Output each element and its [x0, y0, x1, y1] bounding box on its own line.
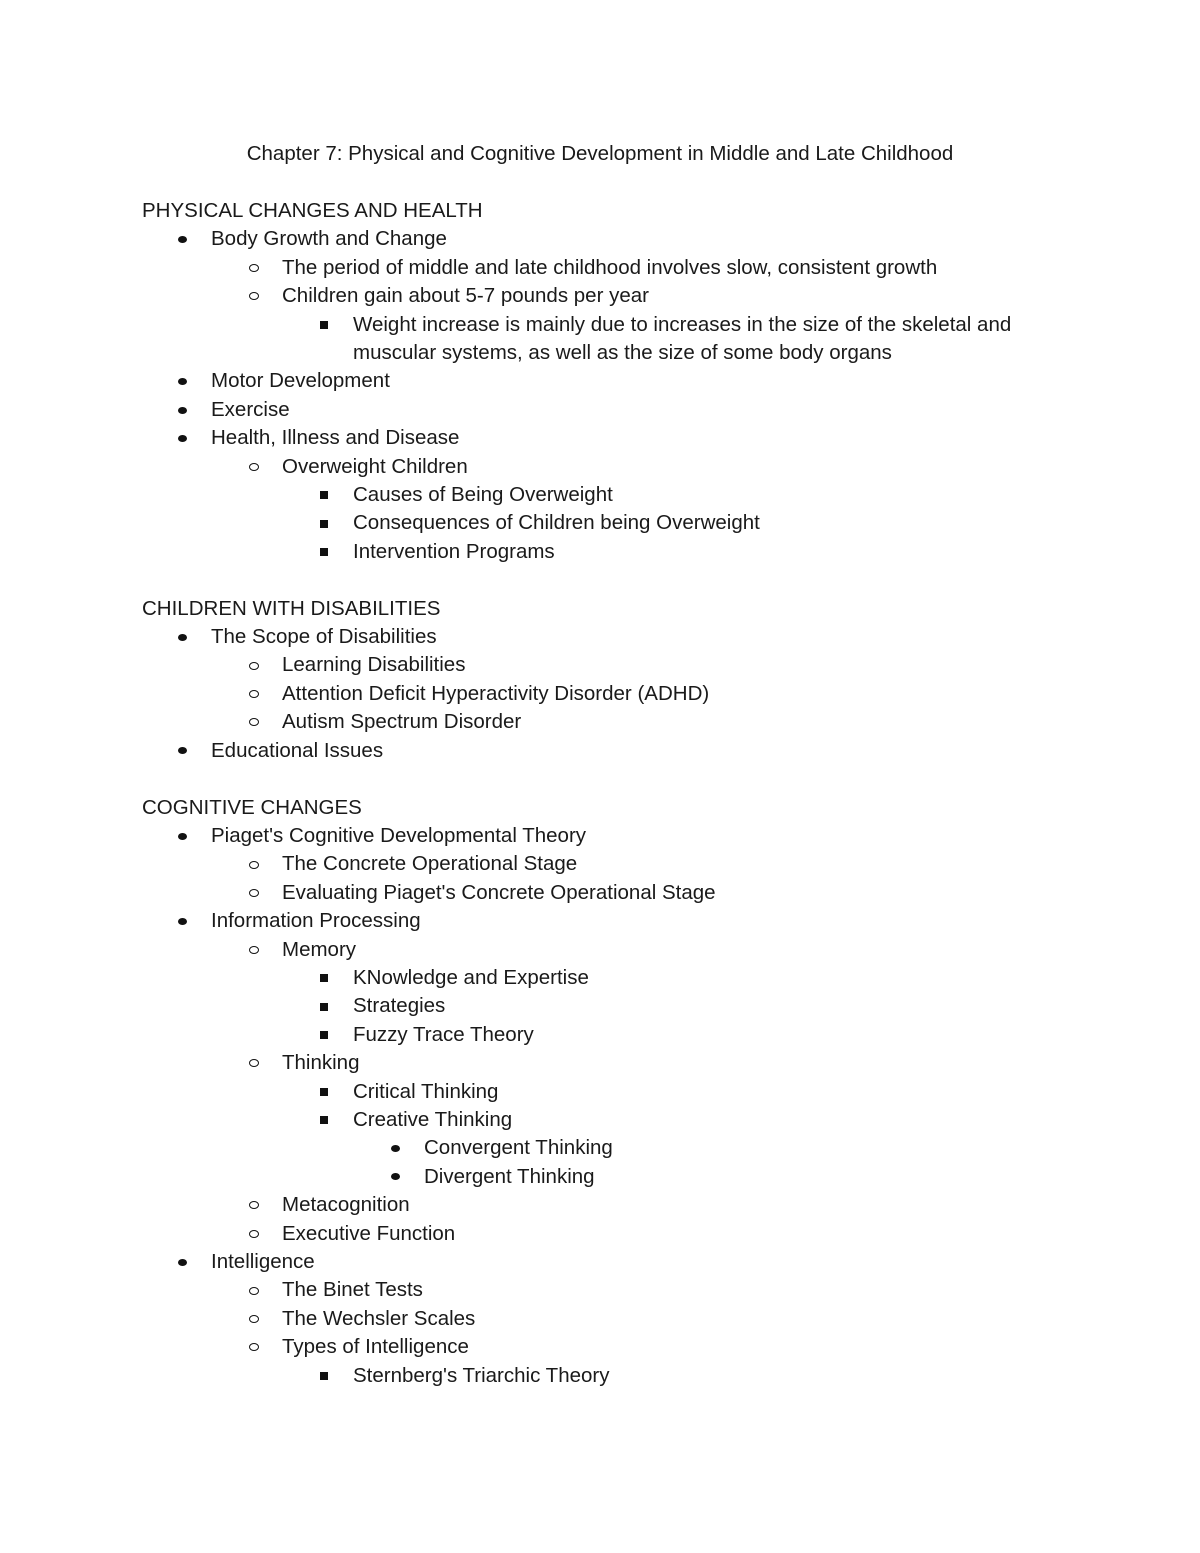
list-item-row	[142, 1021, 1062, 1049]
list-item-row	[142, 651, 1062, 679]
list-item	[142, 1248, 1062, 1390]
list-item	[142, 850, 1062, 878]
list-item-text: Learning Disabilities	[282, 653, 466, 677]
list-item	[142, 1106, 1062, 1191]
outline-list-level-1	[142, 225, 1062, 566]
bullet-square-icon	[320, 1003, 328, 1011]
list-item-text: Body Growth and Change	[211, 227, 447, 251]
list-item-text: The Wechsler Scales	[282, 1306, 476, 1330]
bullet-square-icon	[320, 548, 328, 556]
list-item	[142, 879, 1062, 907]
list-item-row	[142, 1163, 1062, 1191]
bullet-circle-icon	[249, 861, 259, 869]
list-item	[142, 1362, 1062, 1390]
list-item-text: Sternberg's Triarchic Theory	[353, 1363, 610, 1387]
list-item-text: Divergent Thinking	[424, 1164, 595, 1188]
bullet-circle-icon	[249, 690, 259, 698]
list-item	[142, 1191, 1062, 1219]
list-item	[142, 1220, 1062, 1248]
list-item-row	[142, 481, 1062, 509]
list-item-row	[142, 907, 1062, 935]
list-item-text: The period of middle and late childhood involves slow, consistent growth	[282, 255, 938, 279]
list-item-text: The Concrete Operational Stage	[282, 852, 578, 876]
list-item-row	[142, 1305, 1062, 1333]
list-item-row	[142, 254, 1062, 282]
list-item-text: Thinking	[282, 1051, 360, 1075]
page-title: Chapter 7: Physical and Cognitive Development in Middle and Late Childhood	[246, 142, 954, 165]
list-item-text: Consequences of Children being Overweight	[353, 511, 760, 535]
list-item-text: Educational Issues	[211, 738, 384, 762]
outline-list-level-4	[142, 1134, 1062, 1191]
list-item	[142, 538, 1062, 566]
outline-list-level-1	[142, 623, 1062, 765]
list-item-row	[142, 964, 1062, 992]
bullet-circle-icon	[249, 946, 259, 954]
bullet-dot-icon	[178, 1259, 187, 1266]
outline-list-level-2	[142, 651, 1062, 736]
list-item-text: Weight increase is mainly due to increases in the size of the skeletal and muscular systems, as well as the size of some body organs	[353, 312, 1012, 365]
outline-list-level-2	[142, 1276, 1062, 1390]
outline-list-level-2	[142, 254, 1062, 368]
outline-list-level-2	[142, 453, 1062, 567]
outline-list-level-3	[142, 964, 1062, 1049]
list-item	[142, 822, 1062, 907]
outline-section	[142, 595, 1062, 765]
bullet-dot-icon	[178, 747, 187, 754]
list-item-text: Information Processing	[211, 909, 421, 933]
list-item	[142, 680, 1062, 708]
list-item	[142, 225, 1062, 367]
list-item	[142, 509, 1062, 537]
list-item-row	[142, 850, 1062, 878]
outline-list-level-3	[142, 1078, 1062, 1192]
list-item	[142, 453, 1062, 567]
bullet-circle-icon	[249, 1059, 259, 1067]
list-item	[142, 1305, 1062, 1333]
list-item-text: Fuzzy Trace Theory	[353, 1022, 534, 1046]
list-item-text: Causes of Being Overweight	[353, 483, 613, 507]
bullet-dot-icon	[178, 833, 187, 840]
list-item	[142, 1021, 1062, 1049]
bullet-square-icon	[320, 1031, 328, 1039]
list-item	[142, 737, 1062, 765]
list-item	[142, 708, 1062, 736]
list-item-row	[142, 538, 1062, 566]
bullet-square-icon	[320, 1088, 328, 1096]
bullet-square-icon	[320, 974, 328, 982]
list-item	[142, 623, 1062, 737]
list-item-row	[142, 453, 1062, 481]
outline-content	[142, 197, 1062, 1390]
list-item-text: The Scope of Disabilities	[211, 625, 437, 649]
list-item	[142, 311, 1062, 368]
bullet-dot-icon	[391, 1173, 400, 1180]
list-item	[142, 367, 1062, 395]
list-item-row	[142, 1333, 1062, 1361]
list-item	[142, 1078, 1062, 1106]
bullet-dot-icon	[178, 407, 187, 414]
bullet-square-icon	[320, 520, 328, 528]
list-item-text: Types of Intelligence	[282, 1335, 469, 1359]
bullet-circle-icon	[249, 718, 259, 726]
list-item-text: Memory	[282, 937, 357, 961]
list-item-row	[142, 680, 1062, 708]
list-item-text: KNowledge and Expertise	[353, 965, 589, 989]
list-item-text: Health, Illness and Disease	[211, 426, 460, 450]
list-item	[142, 396, 1062, 424]
list-item-row	[142, 424, 1062, 452]
list-item	[142, 907, 1062, 1248]
list-item-text: Attention Deficit Hyperactivity Disorder (ADHD)	[282, 681, 710, 705]
list-item	[142, 282, 1062, 367]
list-item-text: Exercise	[211, 397, 290, 421]
bullet-square-icon	[320, 1116, 328, 1124]
list-item-row	[142, 737, 1062, 765]
list-item-row	[142, 1248, 1062, 1276]
list-item-text: Strategies	[353, 994, 446, 1018]
list-item	[142, 964, 1062, 992]
bullet-circle-icon	[249, 889, 259, 897]
list-item-row	[142, 1134, 1062, 1162]
outline-list-level-3	[142, 1362, 1062, 1390]
list-item-row	[142, 936, 1062, 964]
list-item-row	[142, 311, 1062, 368]
bullet-dot-icon	[178, 634, 187, 641]
list-item	[142, 424, 1062, 566]
list-item	[142, 1163, 1062, 1191]
list-item-text: The Binet Tests	[282, 1278, 423, 1302]
list-item-row	[142, 1049, 1062, 1077]
list-item-row	[142, 282, 1062, 310]
list-item-text: Autism Spectrum Disorder	[282, 710, 522, 734]
list-item-text: Overweight Children	[282, 454, 468, 478]
list-item-text: Intervention Programs	[353, 539, 555, 563]
list-item-text: Creative Thinking	[353, 1107, 513, 1131]
bullet-circle-icon	[249, 1287, 259, 1295]
outline-list-level-2	[142, 850, 1062, 907]
outline-list-level-3	[142, 311, 1062, 368]
list-item-row	[142, 1106, 1062, 1134]
list-item-text: Executive Function	[282, 1221, 456, 1245]
bullet-circle-icon	[249, 1230, 259, 1238]
bullet-circle-icon	[249, 463, 259, 471]
list-item-row	[142, 1276, 1062, 1304]
bullet-circle-icon	[249, 1315, 259, 1323]
list-item-text: Critical Thinking	[353, 1079, 499, 1103]
list-item-row	[142, 1362, 1062, 1390]
list-item-row	[142, 708, 1062, 736]
bullet-dot-icon	[391, 1145, 400, 1152]
list-item-text: Piaget's Cognitive Developmental Theory	[211, 823, 587, 847]
bullet-circle-icon	[249, 1343, 259, 1351]
bullet-circle-icon	[249, 1201, 259, 1209]
list-item-row	[142, 367, 1062, 395]
list-item	[142, 1333, 1062, 1390]
list-item-text: Convergent Thinking	[424, 1136, 613, 1160]
list-item-row	[142, 396, 1062, 424]
bullet-square-icon	[320, 321, 328, 329]
bullet-dot-icon	[178, 918, 187, 925]
outline-list-level-2	[142, 936, 1062, 1248]
outline-section	[142, 794, 1062, 1391]
list-item	[142, 1134, 1062, 1162]
list-item-row	[142, 1078, 1062, 1106]
list-item-text: Children gain about 5-7 pounds per year	[282, 284, 649, 308]
list-item	[142, 481, 1062, 509]
outline-section	[142, 197, 1062, 566]
list-item-text: Evaluating Piaget's Concrete Operational Stage	[282, 880, 716, 904]
bullet-circle-icon	[249, 662, 259, 670]
list-item	[142, 936, 1062, 1050]
bullet-dot-icon	[178, 378, 187, 385]
list-item-text: Motor Development	[211, 369, 390, 393]
list-item-row	[142, 1191, 1062, 1219]
list-item-row	[142, 225, 1062, 253]
list-item-row	[142, 509, 1062, 537]
bullet-dot-icon	[178, 236, 187, 243]
list-item	[142, 992, 1062, 1020]
list-item-row	[142, 992, 1062, 1020]
list-item-row	[142, 822, 1062, 850]
list-item-text: Intelligence	[211, 1250, 315, 1273]
list-item-row	[142, 1220, 1062, 1248]
bullet-circle-icon	[249, 292, 259, 300]
list-item	[142, 651, 1062, 679]
section-heading: PHYSICAL CHANGES AND HEALTH	[142, 199, 483, 222]
list-item	[142, 1049, 1062, 1191]
list-item	[142, 1276, 1062, 1304]
section-heading: COGNITIVE CHANGES	[142, 795, 362, 819]
bullet-circle-icon	[249, 264, 259, 272]
list-item-text: Metacognition	[282, 1193, 410, 1217]
bullet-square-icon	[320, 491, 328, 499]
outline-list-level-1	[142, 822, 1062, 1390]
list-item-row	[142, 623, 1062, 651]
list-item	[142, 254, 1062, 282]
section-heading: CHILDREN WITH DISABILITIES	[142, 596, 441, 620]
bullet-dot-icon	[178, 435, 187, 442]
list-item-row	[142, 879, 1062, 907]
outline-list-level-3	[142, 481, 1062, 566]
bullet-square-icon	[320, 1372, 328, 1380]
